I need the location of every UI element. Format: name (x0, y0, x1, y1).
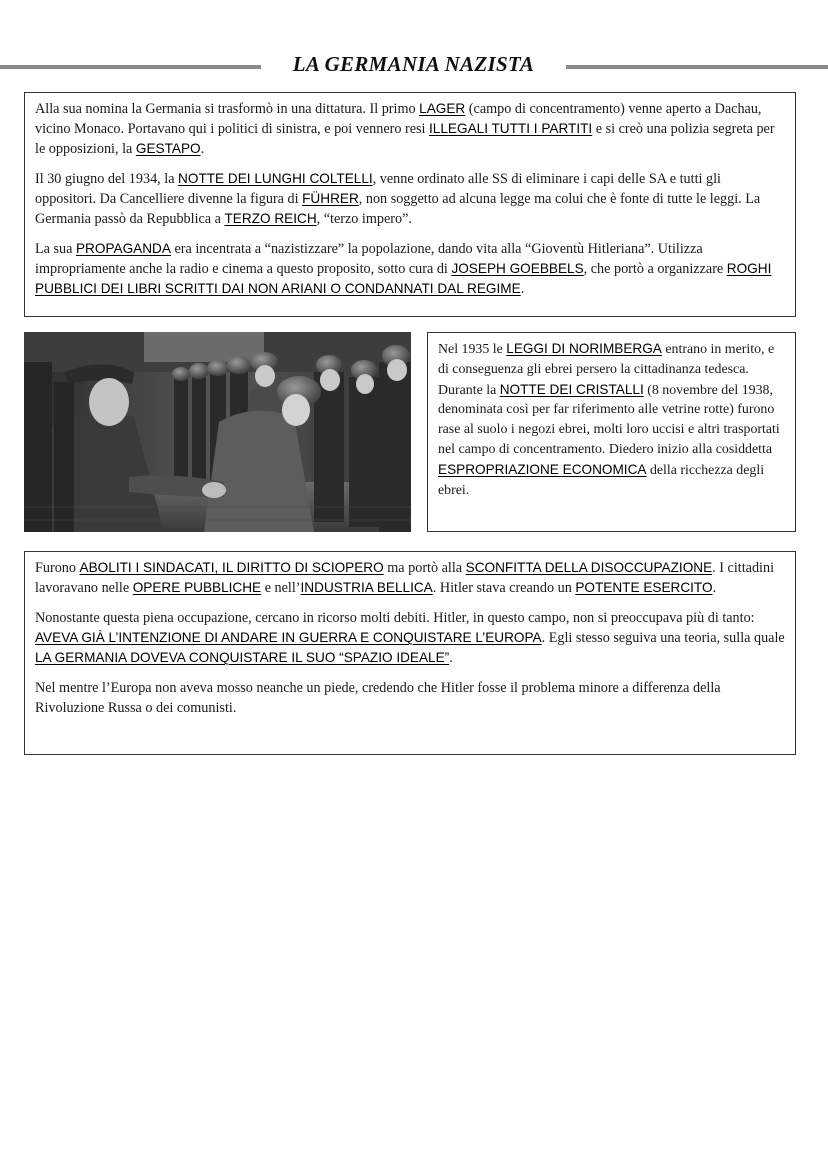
text-span: , non soggetto ad alcuna legge ma colui che è fonte di tutte le leggi. La Germania passò da Repubblica a (35, 191, 761, 227)
text-span: e si creò una polizia segreta per le opposizioni, la (35, 121, 775, 157)
text-span: entrano in merito, e di conseguenza gli ebrei persero la cittadinanza tedesca. Durante la (438, 342, 775, 398)
page-title: LA GERMANIA NAZISTA (292, 52, 535, 76)
paragraph-propaganda (35, 239, 785, 299)
highlight-opere-pubbliche: OPERE PUBBLICHE (132, 580, 262, 595)
text-span: , venne ordinato alle SS di eliminare i capi delle SA e tutti gli oppositori. Da Cancelliere divenne la figura di (35, 171, 721, 207)
highlight-gestapo: GESTAPO (135, 141, 201, 156)
text-span: . (449, 650, 453, 666)
text-span: . (200, 141, 205, 157)
section-economia (24, 551, 796, 755)
title-rule-left (0, 65, 261, 69)
text-span: . I cittadini lavoravano nelle (35, 560, 775, 596)
highlight-fuhrer: FÜHRER (302, 191, 359, 206)
text-span: . (712, 580, 717, 596)
text-span: La sua (35, 241, 76, 257)
highlight-guerra: AVEVA GIÀ L’INTENZIONE DI ANDARE IN GUERRA E CONQUISTARE L’EUROPA (35, 630, 542, 645)
text-span: (campo di concentramento) venne aperto a Dachau, vicino Monaco. Portavano qui i politici di sinistra, e poi vennero resi (35, 101, 762, 137)
highlight-coltelli: NOTTE DEI LUNGHI COLTELLI (178, 171, 373, 186)
text-span: Furono (35, 560, 80, 576)
text-span: , “terzo impero”. (316, 211, 412, 227)
photo-illustration (24, 332, 411, 532)
historical-photo (24, 332, 411, 532)
text-span: . Hitler stava creando un (432, 580, 576, 596)
highlight-illegali: ILLEGALI TUTTI I PARTITI (429, 121, 593, 136)
text-span: Nel mentre l’Europa non aveva mosso neanche un piede, credendo che Hitler fosse il problema minore a differenza della Rivoluzione Russa o dei comunisti. (35, 680, 721, 716)
text-span: Alla sua nomina la Germania si trasformò in una dittatura. Il primo (35, 101, 420, 117)
text-span: e nell’ (261, 580, 301, 596)
paragraph-coltelli (35, 169, 785, 229)
highlight-lager: LAGER (419, 101, 466, 116)
paragraph-norimberga (438, 339, 785, 500)
text-span: della ricchezza degli ebrei. (438, 462, 765, 498)
highlight-terzo-reich: TERZO REICH (224, 211, 317, 226)
text-span: , che portò a organizzare (583, 261, 727, 277)
text-span: (8 novembre del 1938, denominata così per far riferimento alle vetrine rotte) furono rase al suolo i negozi ebrei, molti loro uccisi e altri trasportati nel campo di concentramento. Diedero inizio alla cosiddetta (438, 382, 780, 457)
highlight-goebbels: JOSEPH GOEBBELS (451, 261, 584, 276)
highlight-propaganda: PROPAGANDA (75, 241, 171, 256)
highlight-spazio-ideale: LA GERMANIA DOVEVA CONQUISTARE IL SUO “SPAZIO IDEALE” (35, 650, 450, 665)
section-dictatorship (24, 92, 796, 317)
highlight-roghi: ROGHI PUBBLICI DEI LIBRI SCRITTI DAI NON ARIANI O CONDANNATI DAL REGIME (35, 261, 772, 296)
highlight-industria-bellica: INDUSTRIA BELLICA (300, 580, 433, 595)
title-rule-right (566, 65, 828, 69)
highlight-esercito: POTENTE ESERCITO (575, 580, 713, 595)
paragraph-debiti (35, 608, 785, 668)
text-span: Nel 1935 le (438, 342, 507, 357)
highlight-espropriazione: ESPROPRIAZIONE ECONOMICA (438, 461, 647, 477)
text-span: Il 30 giugno del 1934, la (35, 171, 179, 187)
section-norimberga (427, 332, 796, 532)
text-span: ma portò alla (383, 560, 466, 576)
paragraph-sindacati (35, 558, 785, 598)
highlight-norimberga: LEGGI DI NORIMBERGA (506, 341, 662, 356)
paragraph-lager (35, 99, 785, 159)
highlight-disoccupazione: SCONFITTA DELLA DISOCCUPAZIONE (465, 560, 713, 575)
highlight-sindacati: ABOLITI I SINDACATI, IL DIRITTO DI SCIOPERO (79, 560, 384, 575)
title-row (0, 52, 828, 80)
highlight-cristalli: NOTTE DEI CRISTALLI (499, 381, 644, 397)
text-span: Nonostante questa piena occupazione, cercano in ricorso molti debiti. Hitler, in questo campo, non si preoccupava più di tanto: (35, 610, 755, 626)
paragraph-europa (35, 678, 785, 718)
text-span: . Egli stesso seguiva una teoria, sulla quale (541, 630, 785, 646)
text-span: era incentrata a “nazistizzare” la popolazione, dando vita alla “Gioventù Hitleriana”. Utilizza impropriamente anche la radio e cinema a questo proposito, sotto cura di (35, 241, 703, 277)
text-span: . (520, 281, 525, 297)
